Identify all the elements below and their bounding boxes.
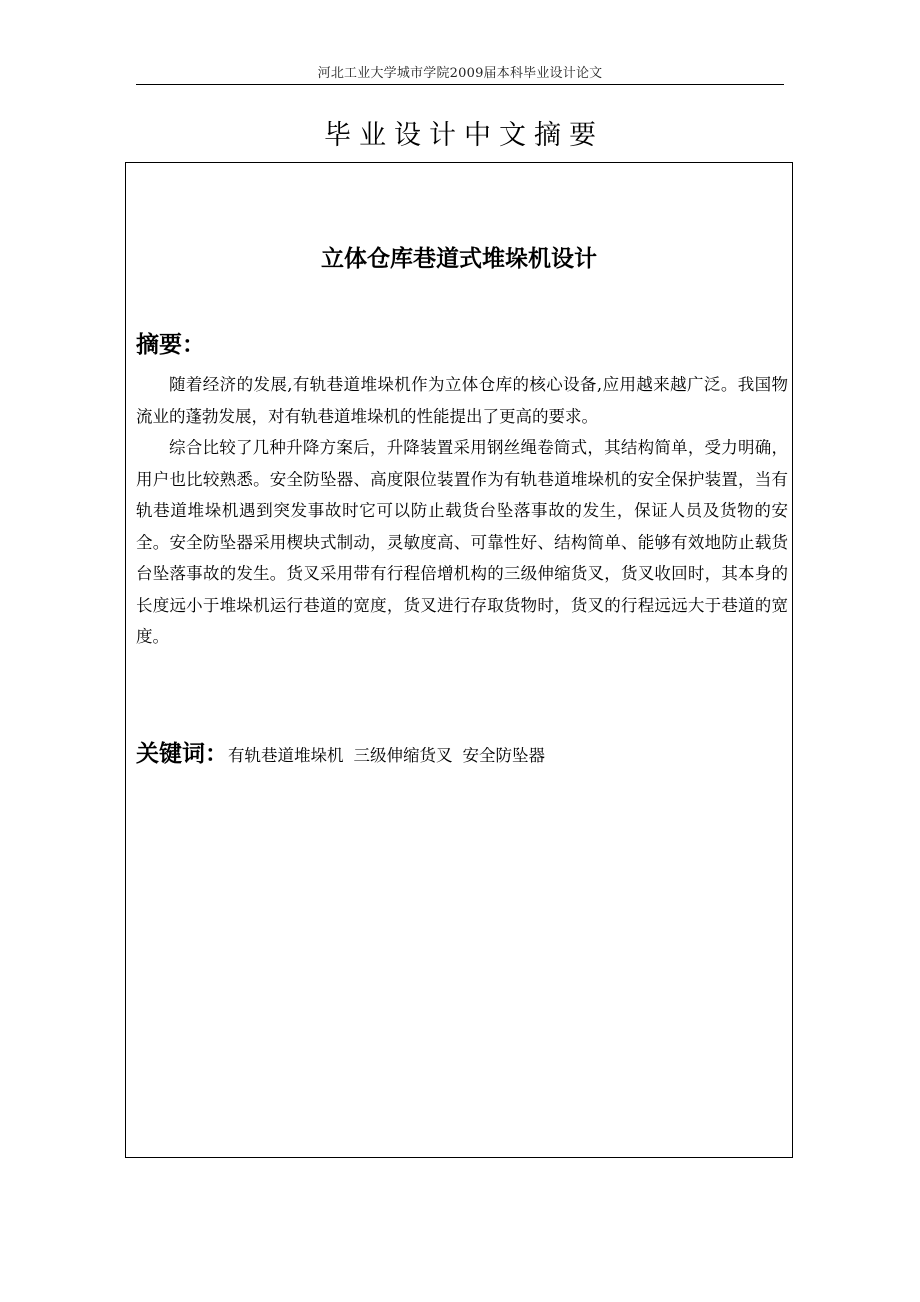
abstract-paragraph: 综合比较了几种升降方案后，升降装置采用钢丝绳卷筒式，其结构简单，受力明确，用户也比较熟悉。安全防坠器、高度限位装置作为有轨巷道堆垛机的安全保护装置，当有轨巷道堆垛机遇到突发事故时它可以防止载货台坠落事故的发生，保证人员及货物的安全。安全防坠器采用楔块式制动，灵敏度高、可靠性好、结构简单、能够有效地防止载货台坠落事故的发生。货叉采用带有行程倍增机构的三级伸缩货叉，货叉收回时，其本身的长度远小于堆垛机运行巷道的宽度，货叉进行存取货物时，货叉的行程远远大于巷道的宽度。 [136, 438, 788, 646]
header-rule [136, 84, 784, 85]
abstract-body [136, 369, 788, 653]
abstract-box [125, 162, 793, 1158]
keywords-list [228, 746, 545, 765]
running-header: 河北工业大学城市学院2009届本科毕业设计论文 [317, 66, 603, 81]
page-heading: 毕业设计中文摘要 [324, 120, 604, 151]
keyword: 有轨巷道堆垛机 [228, 746, 344, 765]
abstract-paragraph: 随着经济的发展,有轨巷道堆垛机作为立体仓库的核心设备,应用越来越广泛。我国物流业的蓬勃发展，对有轨巷道堆垛机的性能提出了更高的要求。 [136, 375, 788, 426]
keywords-line [136, 737, 545, 773]
keyword: 安全防坠器 [462, 746, 545, 765]
keyword: 三级伸缩货叉 [353, 746, 453, 765]
keywords-label: 关键词： [136, 741, 228, 767]
thesis-title: 立体仓库巷道式堆垛机设计 [321, 246, 597, 272]
abstract-heading: 摘要： [136, 332, 205, 358]
